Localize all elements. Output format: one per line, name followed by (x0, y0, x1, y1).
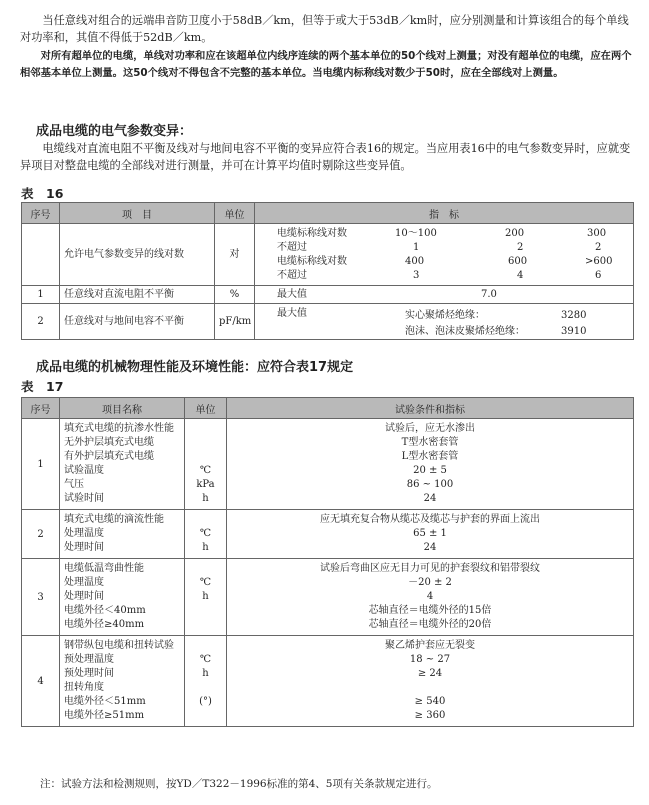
table16-header-no: 序号 (22, 203, 60, 224)
table-row: 2 填充式电缆的滴流性能 处理温度 处理时间 ℃ h 应无填充复合物从缆芯及缆芯与护套的界面上流出 65 ± 1 24 (22, 510, 634, 559)
table16-item: 允许电气参数变异的线对数 (60, 224, 215, 286)
table-16 (21, 202, 634, 340)
table16-row: 2 任意线对与地间电容不平衡 pF/km 最大值 实心聚烯烃绝缘： 3280 泡沫、泡沫皮聚烯烃绝缘： 3910 (22, 304, 634, 340)
table-row: 4 钢带纵包电缆和扭转试验 预处理温度 预处理时间 扭转角度 电缆外径＜51mm 电缆外径≥51mm ℃ h (°) 聚乙烯护套应无裂变 18 ~ 27 ≥ 24 ≥ 540 ≥ 360 (22, 636, 634, 727)
table17-note: 注：试验方法和检测规则，按YD／T322－1996标准的第4、5项有关条款规定进行。 (40, 778, 438, 790)
table-17 (21, 397, 634, 727)
table17-header-no: 序号 (22, 398, 60, 419)
table16-label: 表 16 (21, 186, 64, 201)
table17-header-unit: 单位 (185, 398, 227, 419)
table16-header-spec: 指 标 (255, 203, 634, 224)
section-heading-mechanical: 成品电缆的机械物理性能及环境性能：应符合表17规定 (36, 360, 354, 375)
intro-paragraph-2: 对所有超单位的电缆，单线对功率和应在该超单位内线序连续的两个基本单位的50个线对上测量；对没有超单位的电缆，应在两个相邻基本单位上测量。这50个线对不得包含不完整的基本单位。当电缆内标称线对数少于50时，应在全部线对上测量。 (20, 50, 632, 79)
table-row: 3 电缆低温弯曲性能 处理温度 处理时间 电缆外径＜40mm 电缆外径≥40mm ℃ h 试验后弯曲区应无目力可见的护套裂纹和铝带裂纹 －20 ± 2 4 芯轴直径＝电缆外径的15倍 芯轴直径＝电缆外径的20倍 (22, 559, 634, 636)
table17-label: 表 17 (21, 379, 64, 394)
section-body-electrical: 电缆线对直流电阻不平衡及线对与地间电容不平衡的变异应符合表16的规定。当应用表16中的电气参数变异时，应就变异项目对整盘电缆的全部线对进行测量，并可在计算平均值时剔除这些变异值。 (20, 142, 631, 172)
table16-header-unit: 单位 (215, 203, 255, 224)
table16-row: 1 任意线对直流电阻不平衡 % 最大值 7.0 (22, 286, 634, 304)
table16-header-item: 项 目 (60, 203, 215, 224)
table17-header-conditions: 试验条件和指标 (227, 398, 634, 419)
section-heading-electrical: 成品电缆的电气参数变异： (36, 124, 193, 139)
table16-unit: 对 (215, 224, 255, 286)
intro-paragraph-1: 当任意线对组合的远端串音防卫度小于58dB／km，但等于或大于53dB／km时，应分别测量和计算该组合的每个单线对功率和，其值不得低于52dB／km。 (20, 14, 629, 44)
table-row: 1 填充式电缆的抗渗水性能 无外护层填充式电缆 有外护层填充式电缆 试验温度 气压 试验时间 ℃ kPa h 试验后，应无水渗出 T型水密套管 L型水密套管 20 ± 5 86 ~ 100 24 (22, 419, 634, 510)
table16-row: 允许电气参数变异的线对数 对 电缆标称线对数 10～100 200 300 不超过 1 2 2 电缆标称线对数 400 600 >600 不超过 3 4 6 (22, 224, 634, 286)
table17-header-item: 项目名称 (60, 398, 185, 419)
